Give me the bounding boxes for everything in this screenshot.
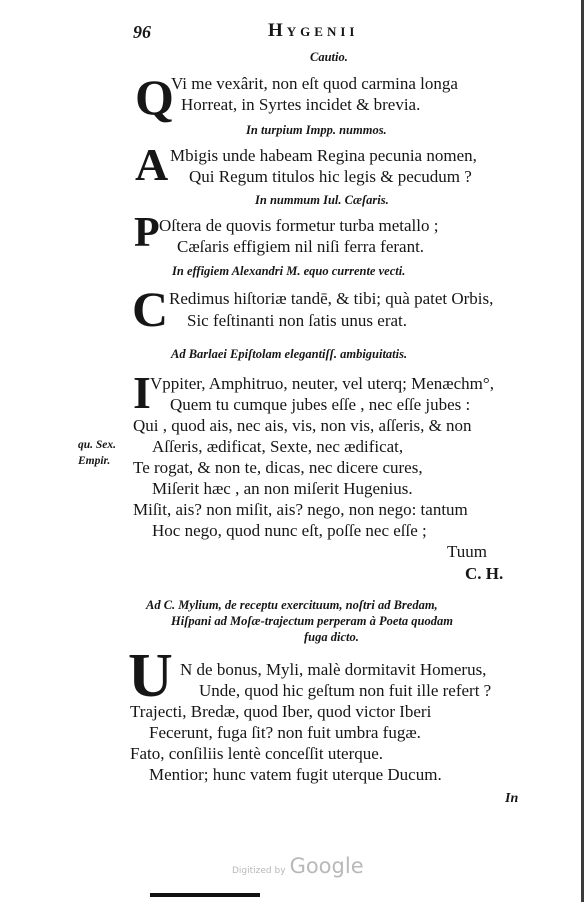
verse-line: Vi me vexârit, non eſt quod carmina longa <box>171 74 458 93</box>
verse-line: Aſſeris, ædificat, Sexte, nec ædificat, <box>152 437 404 456</box>
poem-title: In turpium Impp. nummos. <box>246 123 387 137</box>
bottom-rule <box>150 893 260 897</box>
verse-line: Redimus hiſtoriæ tandē, & tibi; quà patet Orbis, <box>169 289 494 308</box>
drop-cap: A <box>135 139 169 190</box>
google-logo-text: Google <box>289 854 364 878</box>
poem-title: fuga dicto. <box>304 630 359 644</box>
verse-line: Quem tu cumque jubes eſſe , nec eſſe jubes : <box>170 395 471 414</box>
poem-title: Cautio. <box>310 50 348 64</box>
poem-title: In effigiem Alexandri M. equo currente vecti. <box>172 264 406 278</box>
verse-line: N de bonus, Myli, malè dormitavit Homerus, <box>180 660 487 679</box>
poem-title: Ad Barlaei Epiſtolam elegantiſſ. ambiguitatis. <box>171 347 408 361</box>
drop-cap: C <box>132 281 169 337</box>
google-watermark <box>232 854 364 878</box>
verse-line: Fecerunt, fuga ſit? non fuit umbra fugæ. <box>149 723 421 742</box>
page-number: 96 <box>133 22 151 42</box>
verse-line: Te rogat, & non te, dicas, nec dicere cures, <box>133 458 423 477</box>
verse-line: Fato, conſiliis lentè conceſſit uterque. <box>130 744 384 763</box>
poem-title: Ad C. Mylium, de receptu exercituum, noſtri ad Bredam, <box>146 598 438 612</box>
verse-line: Miſerit hæc , an non miſerit Hugenius. <box>152 479 413 498</box>
verse-line: Oſtera de quovis formetur turba metallo ; <box>159 216 439 235</box>
signature-initials: C. H. <box>465 564 504 583</box>
verse-line: Miſit, ais? non miſit, ais? nego, non nego: tantum <box>133 500 468 519</box>
verse-line: Vppiter, Amphitruo, neuter, vel uterq; Menæchm°, <box>150 374 494 393</box>
verse-line: Sic feſtinanti non ſatis unus erat. <box>187 311 408 330</box>
poem-title: In nummum Iul. Cæſaris. <box>255 193 389 207</box>
verse-line: Mentior; hunc vatem fugit uterque Ducum. <box>149 765 442 784</box>
poem-title: Hiſpani ad Moſæ-trajectum perperam à Poeta quodam <box>171 614 453 628</box>
margin-note: qu. Sex. <box>78 439 117 451</box>
verse-line: Unde, quod hic geſtum non fuit ille refert ? <box>199 681 492 700</box>
drop-cap: U <box>128 642 173 710</box>
verse-line: Qui Regum titulos hic legis & pecudum ? <box>189 167 472 186</box>
catchword: In <box>505 791 519 806</box>
verse-line: Hoc nego, quod nunc eſt, poſſe nec eſſe ; <box>152 521 427 540</box>
running-head: Hygenii <box>268 20 359 41</box>
closing-word: Tuum <box>447 542 488 561</box>
verse-line: Qui , quod ais, nec ais, vis, non vis, aſſeris, & non <box>133 416 472 435</box>
watermark-label: Digitized by <box>232 866 286 876</box>
verse-line: Mbigis unde habeam Regina pecunia nomen, <box>170 146 477 165</box>
verse-line: Horreat, in Syrtes incidet & brevia. <box>181 95 421 114</box>
margin-note: Empir. <box>78 455 111 467</box>
verse-line: Cæſaris effigiem nil niſi ferra ferant. <box>177 237 425 256</box>
verse-line: Trajecti, Bredæ, quod Iber, quod victor Iberi <box>130 702 432 721</box>
drop-cap: I <box>133 367 151 418</box>
drop-cap: Q <box>135 69 174 125</box>
drop-cap: P <box>134 210 160 256</box>
